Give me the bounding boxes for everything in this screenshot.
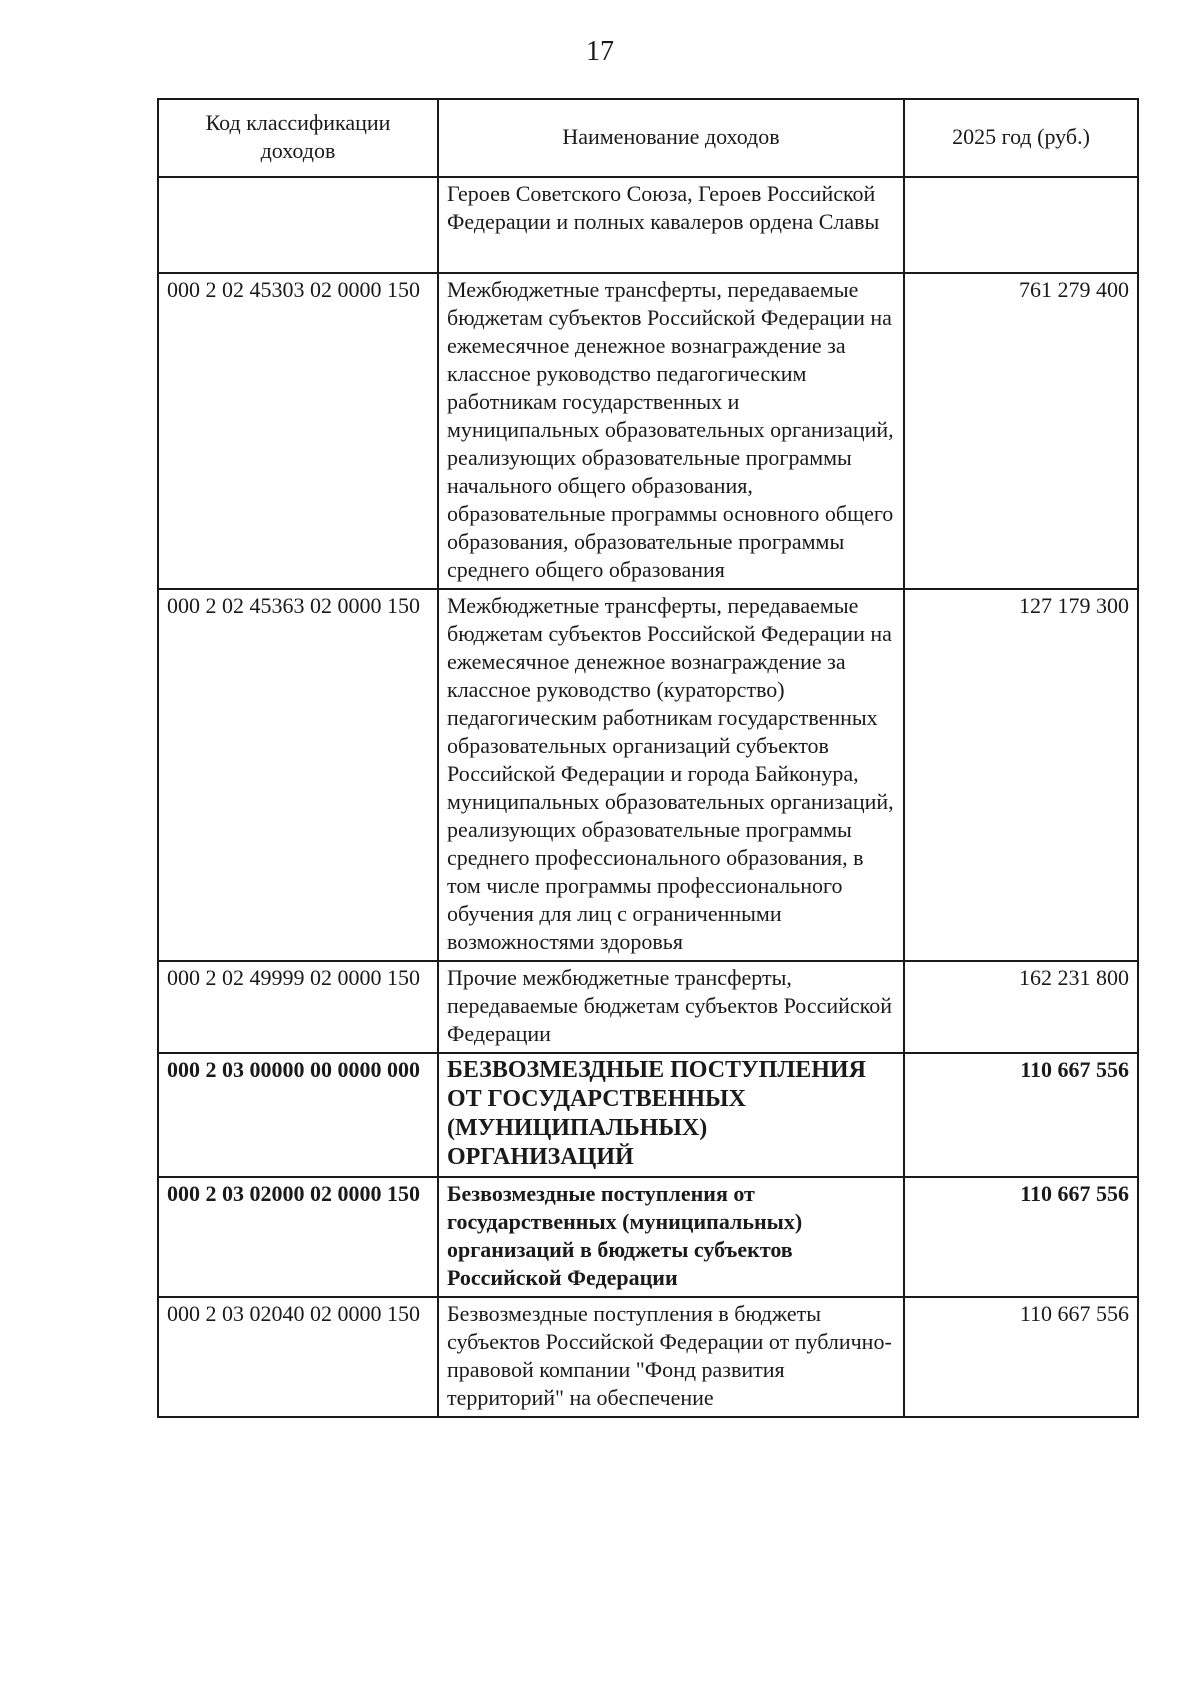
table-row (158, 1053, 1138, 1177)
row-amount: 127 179 300 (904, 589, 1138, 961)
row-name: Безвозмездные поступления в бюджеты субъектов Российской Федерации от публично-правовой компании "Фонд развития территорий" на обеспечение (438, 1297, 904, 1417)
row-code: 000 2 03 02040 02 0000 150 (158, 1297, 438, 1417)
header-code: Код классификации доходов (158, 99, 438, 177)
table-row (158, 1177, 1138, 1297)
row-name: Прочие межбюджетные трансферты, передаваемые бюджетам субъектов Российской Федерации (438, 961, 904, 1053)
row-code: 000 2 03 00000 00 0000 000 (158, 1053, 438, 1177)
page-number: 17 (586, 36, 614, 67)
header-name: Наименование доходов (438, 99, 904, 177)
row-name: БЕЗВОЗМЕЗДНЫЕ ПОСТУПЛЕНИЯ ОТ ГОСУДАРСТВЕННЫХ (МУНИЦИПАЛЬНЫХ) ОРГАНИЗАЦИЙ (438, 1053, 904, 1177)
row-name: Межбюджетные трансферты, передаваемые бюджетам субъектов Российской Федерации на ежемесячное денежное вознаграждение за классное руководство педагогическим работникам государственных и муниципальных образовательных организаций, реализующих образовательные программы начального общего образования, образовательные программы основного общего образования, образовательные программы среднего общего образования (438, 273, 904, 589)
row-code: 000 2 02 45363 02 0000 150 (158, 589, 438, 961)
table-row (158, 177, 1138, 273)
row-name: Безвозмездные поступления от государственных (муниципальных) организаций в бюджеты субъектов Российской Федерации (438, 1177, 904, 1297)
row-amount: 162 231 800 (904, 961, 1138, 1053)
header-amount: 2025 год (руб.) (904, 99, 1138, 177)
row-amount: 761 279 400 (904, 273, 1138, 589)
row-code: 000 2 03 02000 02 0000 150 (158, 1177, 438, 1297)
row-amount: 110 667 556 (904, 1177, 1138, 1297)
row-amount: 110 667 556 (904, 1297, 1138, 1417)
row-code (158, 177, 438, 273)
row-amount (904, 177, 1138, 273)
table-row (158, 273, 1138, 589)
income-table (157, 98, 1139, 1418)
row-name: Героев Советского Союза, Героев Российской Федерации и полных кавалеров ордена Славы (438, 177, 904, 273)
table-header-row (158, 99, 1138, 177)
row-name: Межбюджетные трансферты, передаваемые бюджетам субъектов Российской Федерации на ежемесячное денежное вознаграждение за классное руководство (кураторство) педагогическим работникам государственных образовательных организаций субъектов Российской Федерации и города Байконура, муниципальных образовательных организаций, реализующих образовательные программы среднего профессионального образования, в том числе программы профессионального обучения для лиц с ограниченными возможностями здоровья (438, 589, 904, 961)
row-amount: 110 667 556 (904, 1053, 1138, 1177)
table-row (158, 589, 1138, 961)
table-row (158, 1297, 1138, 1417)
row-code: 000 2 02 49999 02 0000 150 (158, 961, 438, 1053)
table-row (158, 961, 1138, 1053)
row-code: 000 2 02 45303 02 0000 150 (158, 273, 438, 589)
